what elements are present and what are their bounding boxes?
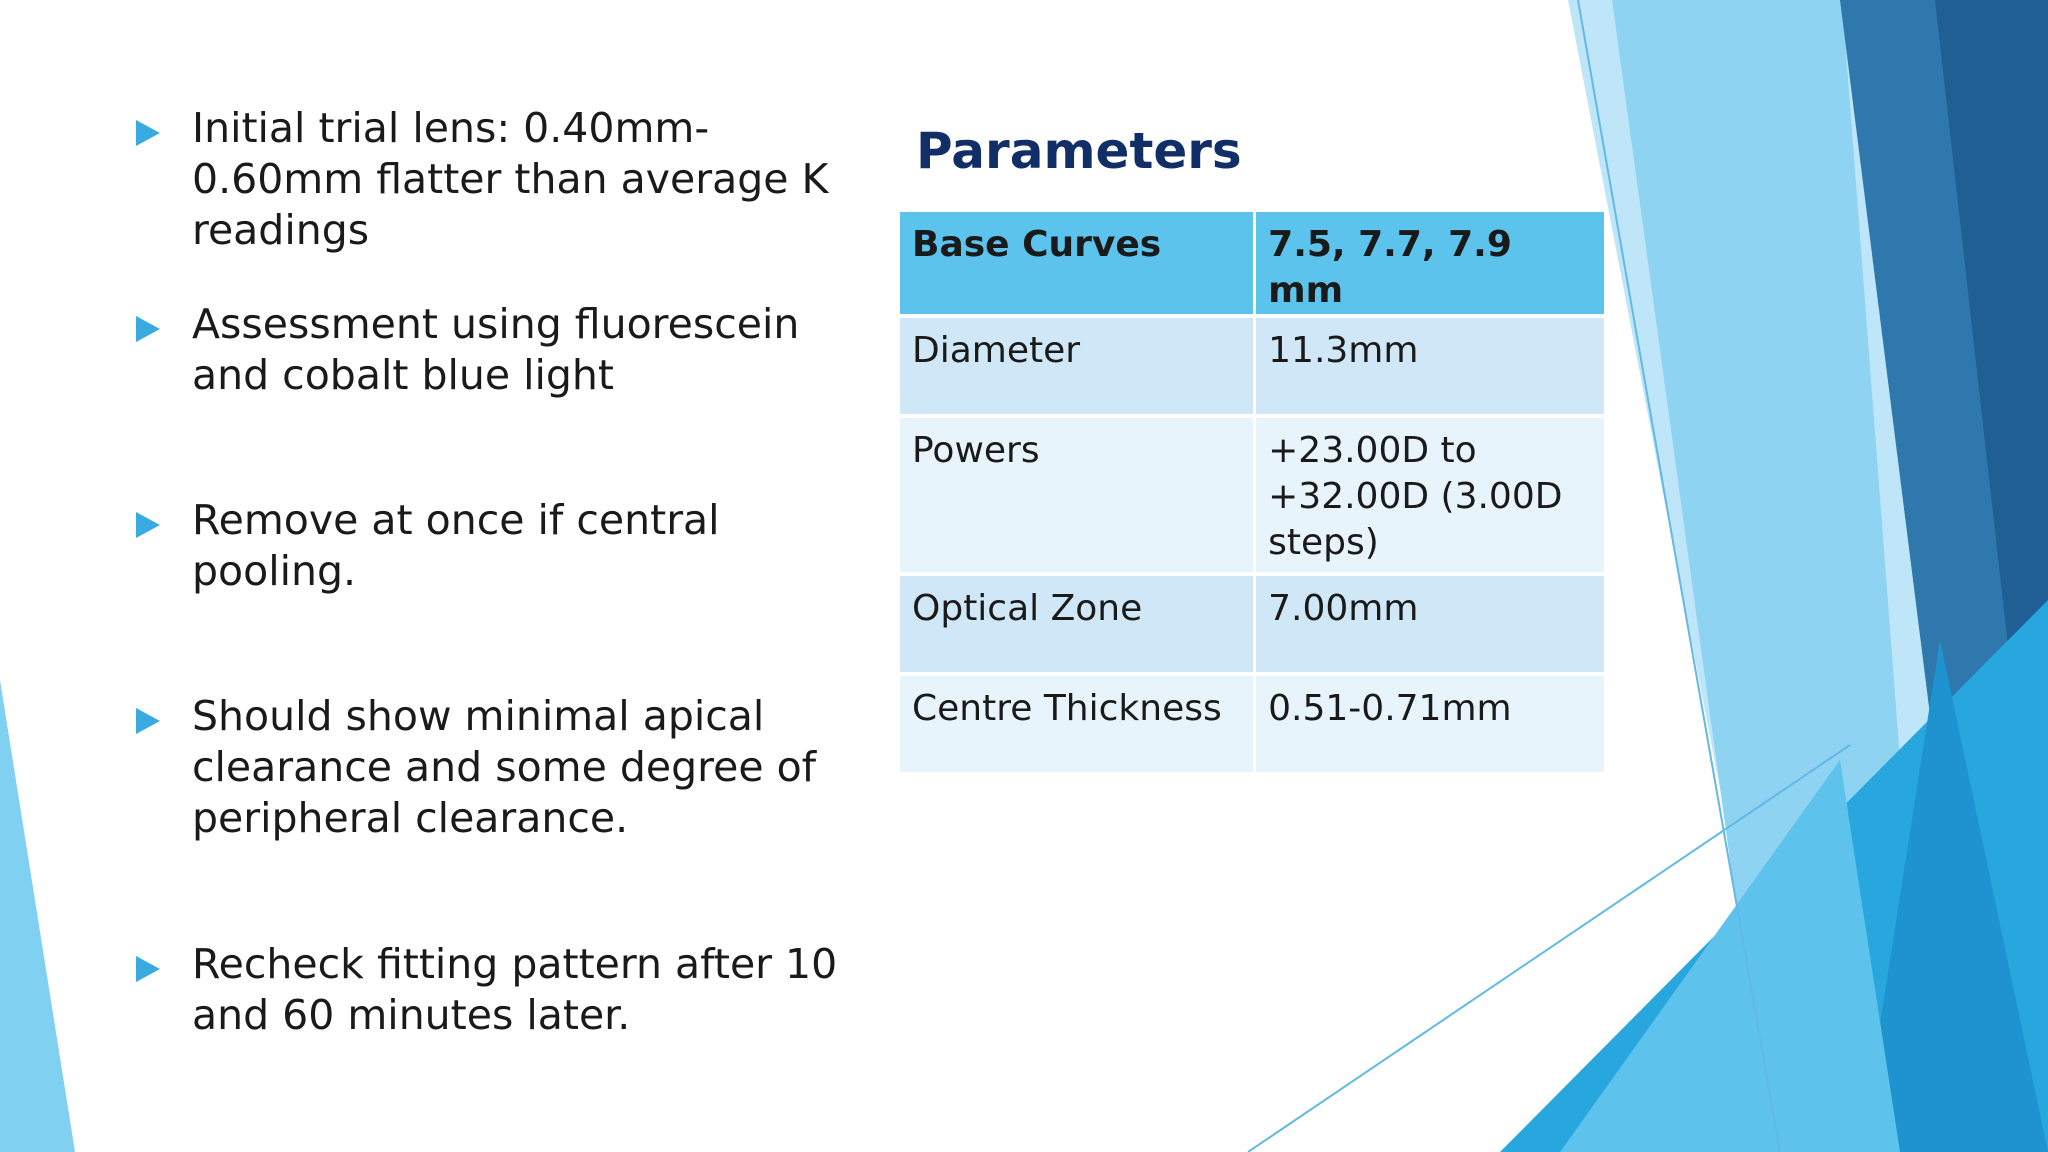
bullet-arrow-icon [136, 512, 160, 538]
param-value: 7.5, 7.7, 7.9 mm [1256, 212, 1604, 318]
left-edge-shape [0, 680, 75, 1152]
bullet-text: Assessment using fluorescein and cobalt blue light [192, 300, 800, 399]
param-label: Diameter [900, 318, 1256, 418]
bullet-arrow-icon [136, 708, 160, 734]
bullet-text: Should show minimal apical clearance and some degree of peripheral clearance. [192, 692, 817, 842]
parameters-title: Parameters [916, 122, 1242, 180]
bullet-text: Remove at once if central pooling. [192, 496, 720, 595]
param-value: 0.51-0.71mm [1256, 676, 1604, 776]
param-value: +23.00D to +32.00D (3.00D steps) [1256, 418, 1604, 576]
param-value: 7.00mm [1256, 576, 1604, 676]
bullet-arrow-icon [136, 316, 160, 342]
parameters-table [900, 212, 1604, 776]
table-row [900, 676, 1604, 776]
bullet-arrow-icon [136, 956, 160, 982]
bullet-text: Recheck fitting pattern after 10 and 60 minutes later. [192, 940, 838, 1039]
bullet-text: Initial trial lens: 0.40mm-0.60mm flatter than average K readings [192, 104, 829, 254]
table-row [900, 318, 1604, 418]
param-label: Powers [900, 418, 1256, 576]
param-label: Optical Zone [900, 576, 1256, 676]
param-value: 11.3mm [1256, 318, 1604, 418]
table-row [900, 418, 1604, 576]
param-label: Centre Thickness [900, 676, 1256, 776]
bullet-arrow-icon [136, 120, 160, 146]
table-row [900, 212, 1604, 318]
param-label: Base Curves [900, 212, 1256, 318]
table-row [900, 576, 1604, 676]
